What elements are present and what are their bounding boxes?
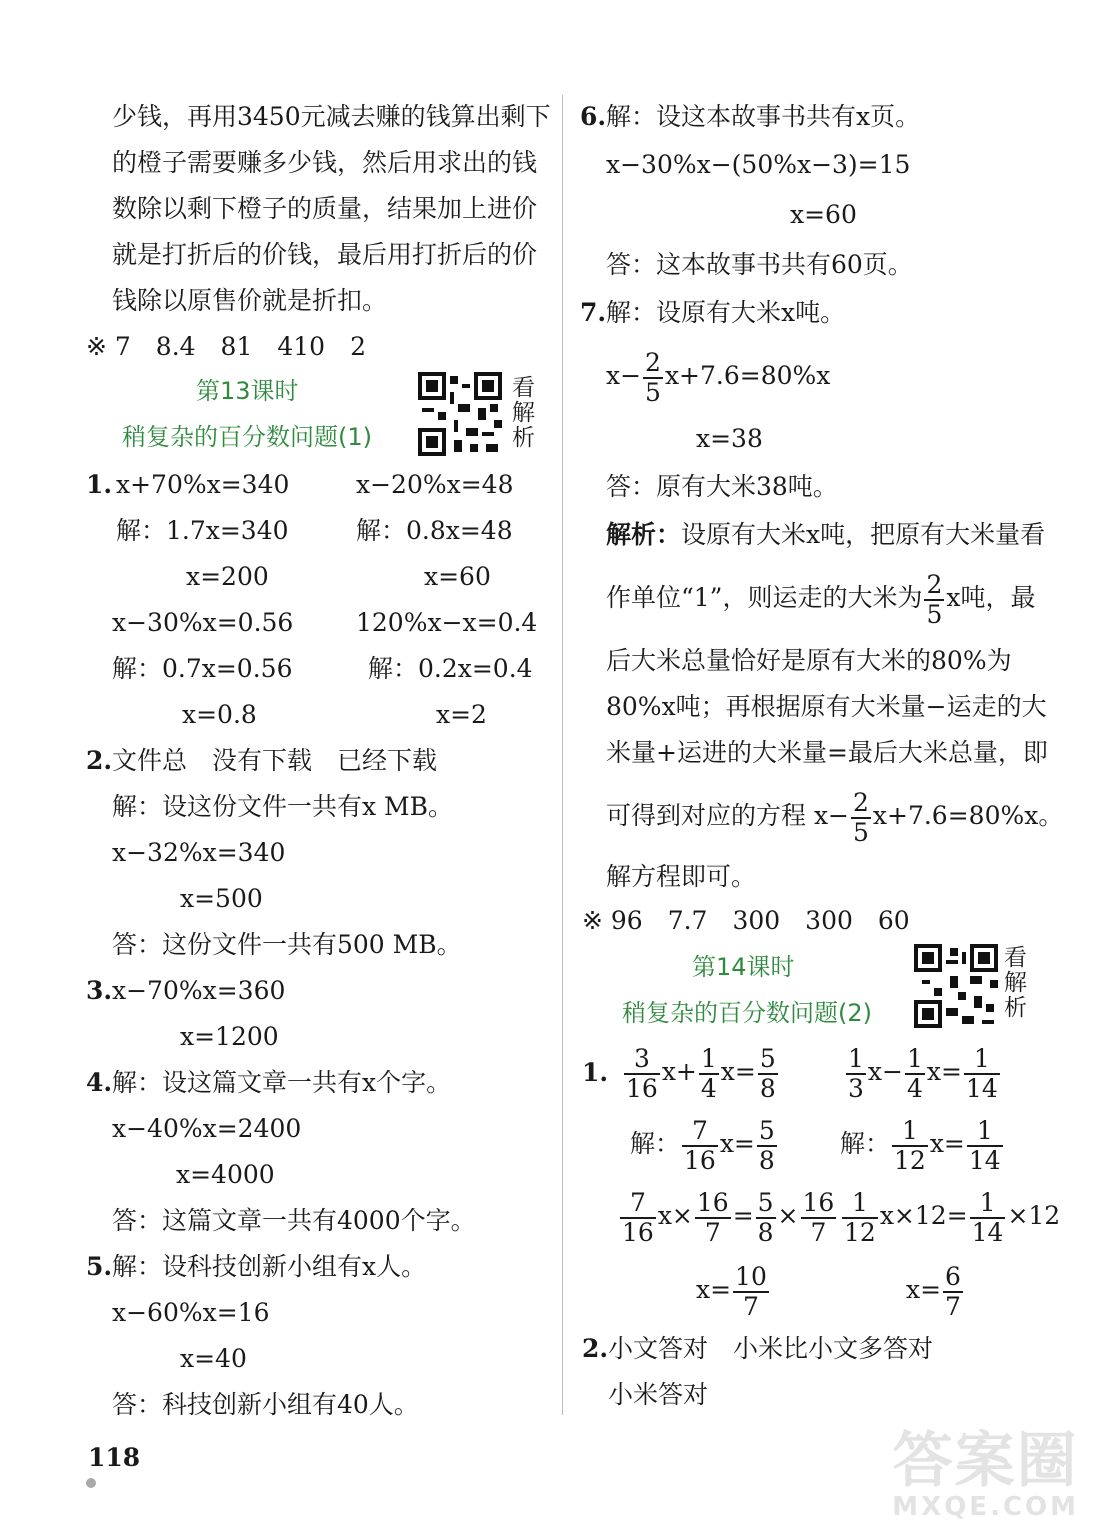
r-q2-number: 2.: [582, 1334, 609, 1363]
q6-line-3: x=60: [790, 200, 857, 229]
q7-analysis-6: 可得到对应的方程 x− $\frac{2}{5}$ x+7.6=80%x。: [606, 787, 1064, 847]
q1-number: 1.: [86, 470, 113, 499]
intro-line-2: 的橙子需要赚多少钱，然后用求出的钱: [112, 148, 538, 177]
q1a-result: x=200: [186, 562, 269, 591]
qr-code-14[interactable]: [914, 944, 998, 1028]
intro-line-1: 少钱，再用3450元减去赚的钱算出剩下: [112, 102, 551, 131]
q5-line-1: 解：设科技创新小组有x人。: [112, 1252, 427, 1281]
r-q1b-multiply: $\frac{1}{12}$ x×12= $\frac{1}{14}$ ×12: [844, 1187, 1061, 1247]
q2-number: 2.: [86, 746, 113, 775]
qr-code-icon: [914, 944, 998, 1028]
q1d-step: 解：0.2x=0.4: [368, 654, 533, 683]
r-q2-head: 小文答对 小米比小文多答对: [608, 1334, 934, 1363]
q3-number: 3.: [86, 976, 113, 1005]
r-q1-number: 1.: [582, 1058, 609, 1087]
q4-line-1: 解：设这篇文章一共有x个字。: [112, 1068, 452, 1097]
r-q1b-equation: $\frac{1}{3}$ x− $\frac{1}{4}$ x= $\frac{1}{14}$: [848, 1043, 998, 1103]
q1d-result: x=2: [436, 700, 487, 729]
q6-number: 6.: [580, 102, 607, 131]
qr-code-icon: [418, 372, 502, 456]
q4-line-4: 答：这篇文章一共有4000个字。: [112, 1206, 476, 1235]
q3-line-1: x−70%x=360: [112, 976, 286, 1005]
q1b-equation: x−20%x=48: [356, 470, 514, 499]
q2-line-4: 答：这份文件一共有500 MB。: [112, 930, 462, 959]
fraction-2-5: $\frac{2}{5}$: [853, 787, 869, 847]
fraction-2-5: $\frac{2}{5}$: [926, 569, 943, 629]
q5-line-2: x−60%x=16: [112, 1298, 270, 1327]
fraction-2-5: $\frac{2}{5}$: [645, 347, 661, 407]
q1a-equation: x+70%x=340: [116, 470, 290, 499]
q7-number: 7.: [580, 298, 607, 327]
r-q1b-result: x= $\frac{6}{7}$: [906, 1261, 961, 1321]
q7-analysis-1: 解析：设原有大米x吨，把原有大米量看: [606, 520, 1046, 549]
q6-line-1: 解：设这本故事书共有x页。: [606, 102, 921, 131]
intro-line-3: 数除以剩下橙子的质量，结果加上进价: [112, 194, 538, 223]
lesson13-title: 第13课时: [196, 377, 299, 405]
r-q1a-step: 解： $\frac{7}{16}$ x= $\frac{5}{8}$: [630, 1115, 775, 1175]
q4-line-3: x=4000: [176, 1160, 275, 1189]
lesson14-subtitle: 稍复杂的百分数问题(2): [622, 999, 872, 1027]
extra-answers-right: ※ 96 7.7 300 300 60: [582, 906, 910, 935]
q5-line-3: x=40: [180, 1344, 247, 1373]
page-number: 118: [88, 1443, 141, 1472]
r-q1a-result: x= $\frac{10}{7}$: [696, 1261, 767, 1321]
q1b-result: x=60: [424, 562, 491, 591]
r-q2-line-2: 小米答对: [608, 1380, 709, 1409]
q1c-result: x=0.8: [182, 700, 257, 729]
q7-equation: x− $\frac{2}{5}$ x+7.6=80%x: [606, 347, 831, 407]
column-divider: [562, 95, 563, 1415]
q7-result: x=38: [696, 424, 763, 453]
q4-number: 4.: [86, 1068, 113, 1097]
q5-line-4: 答：科技创新小组有40人。: [112, 1390, 419, 1419]
page-dot-icon: [86, 1478, 96, 1488]
qr-label-13: 看 解 析: [512, 375, 535, 451]
q3-line-2: x=1200: [180, 1022, 279, 1051]
q1a-step: 解：1.7x=340: [116, 516, 289, 545]
q7-analysis-4: 80%x吨；再根据原有大米量−运走的大: [606, 692, 1047, 721]
lesson14-title: 第14课时: [692, 953, 795, 981]
q7-analysis-5: 米量+运进的大米量=最后大米总量，即: [606, 738, 1048, 767]
q4-line-2: x−40%x=2400: [112, 1114, 302, 1143]
q1c-step: 解：0.7x=0.56: [112, 654, 293, 683]
r-q1a-equation: $\frac{3}{16}$ x+ $\frac{1}{4}$ x= $\frac{5}{8}$: [626, 1043, 776, 1103]
q5-number: 5.: [86, 1252, 113, 1281]
watermark-logo: 答案圈 MXQE.COM: [892, 1426, 1079, 1522]
q7-answer: 答：原有大米38吨。: [606, 472, 838, 501]
q7-analysis-7: 解方程即可。: [606, 862, 757, 891]
qr-label-14: 看 解 析: [1004, 945, 1027, 1021]
intro-line-4: 就是打折后的价钱，最后用打折后的价: [112, 240, 538, 269]
q2-line-3: x=500: [180, 884, 263, 913]
extra-answers-left: ※ 7 8.4 81 410 2: [86, 332, 366, 361]
r-q1a-multiply: $\frac{7}{16}$ x× $\frac{16}{7}$ = $\frac{5}{8}$ × $\frac{16}{7}$: [622, 1187, 835, 1247]
q2-line-1: 解：设这份文件一共有x MB。: [112, 792, 454, 821]
q1b-step: 解：0.8x=48: [356, 516, 513, 545]
lesson13-subtitle: 稍复杂的百分数问题(1): [122, 423, 372, 451]
q7-line-1: 解：设原有大米x吨。: [606, 298, 846, 327]
intro-line-5: 钱除以原售价就是折扣。: [112, 286, 388, 315]
q6-line-2: x−30%x−(50%x−3)=15: [606, 150, 911, 179]
q7-analysis-2: 作单位“1”，则运走的大米为 $\frac{2}{5}$ x吨，最: [606, 569, 1036, 629]
q1d-equation: 120%x−x=0.4: [356, 608, 538, 637]
qr-code-13[interactable]: [418, 372, 502, 456]
q6-line-4: 答：这本故事书共有60页。: [606, 250, 913, 279]
q7-analysis-3: 后大米总量恰好是原有大米的80%为: [606, 646, 1012, 675]
q2-head: 文件总 没有下载 已经下载: [112, 746, 438, 775]
q1c-equation: x−30%x=0.56: [112, 608, 294, 637]
r-q1b-step: 解： $\frac{1}{12}$ x= $\frac{1}{14}$: [840, 1115, 1001, 1175]
q2-line-2: x−32%x=340: [112, 838, 286, 867]
